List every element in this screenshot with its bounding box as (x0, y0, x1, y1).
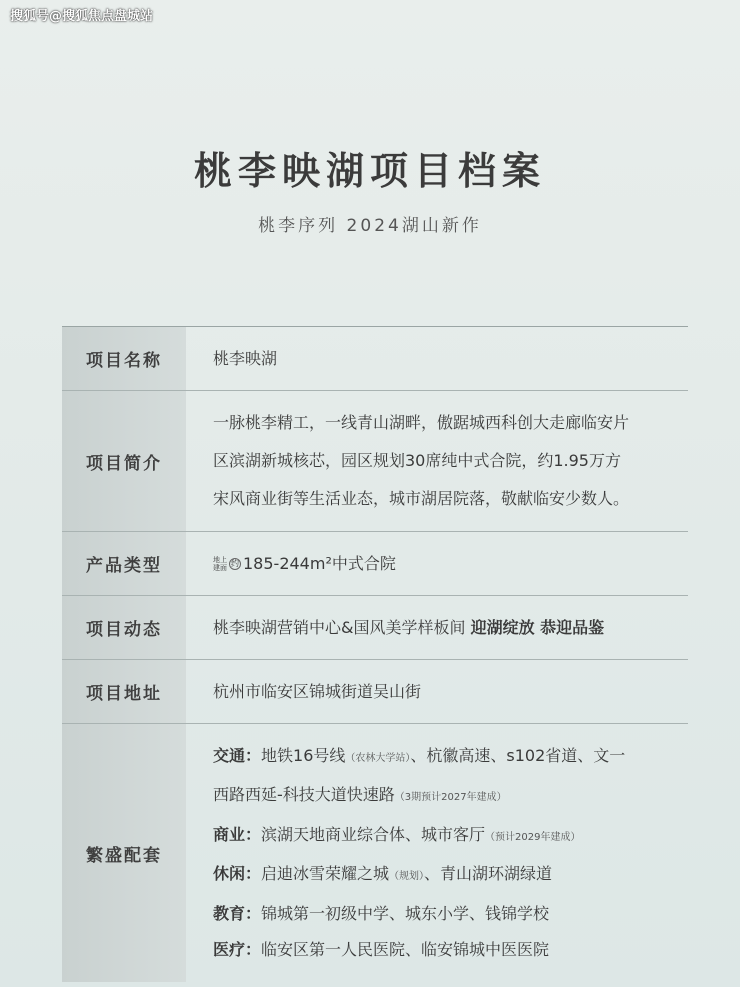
label-product-type: 产品类型 (62, 532, 186, 595)
label-facilities: 繁盛配套 (62, 724, 186, 982)
label-project-name: 项目名称 (62, 327, 186, 390)
value-product-type (188, 532, 688, 595)
address-text: 杭州市临安区锦城街道吴山街 (213, 681, 422, 701)
label-project-address: 项目地址 (62, 660, 186, 723)
news-highlight: 迎湖绽放 恭迎品鉴 (470, 617, 605, 637)
page-title: 桃李映湖项目档案 (193, 148, 546, 193)
value-facilities (188, 724, 688, 982)
value-project-intro (188, 391, 688, 531)
facility-traffic-cont: 西路西延-科技大道快速路（3期预计2027年建成） (213, 785, 507, 804)
row-project-name (62, 327, 688, 391)
facility-education: 教育：锦城第一初级中学、城东小学、钱锦学校 (213, 903, 550, 923)
row-project-address (62, 660, 688, 724)
label-project-news: 项目动态 (62, 596, 186, 659)
project-name-text: 桃李映湖 (213, 348, 278, 368)
facility-leisure: 休闲：启迪冰雪荣耀之城（规划）、青山湖环湖绿道 (213, 864, 553, 883)
value-project-news (188, 596, 688, 659)
intro-line: 宋风商业街等生活业态，城市湖居院落，敬献临安少数人。 (213, 489, 630, 508)
row-product-type (62, 532, 688, 596)
watermark-text: 搜狐号@搜狐焦点盘城站 (10, 9, 154, 24)
intro-line: 一脉桃李精工，一线青山湖畔，傲踞城西科创大走廊临安片 (213, 413, 630, 432)
facility-traffic: 交通：地铁16号线（农林大学站）、杭徽高速、s102省道、文一 (213, 745, 626, 765)
intro-line: 区滨湖新城核芯，园区规划30席纯中式合院，约1.95万方 (213, 451, 621, 470)
news-text: 桃李映湖营销中心&国风美学样板间 (213, 617, 471, 637)
project-info-table (62, 326, 688, 982)
product-type-text: 185-244m²中式合院 (243, 553, 396, 573)
row-project-news (62, 596, 688, 660)
row-facilities (62, 724, 688, 982)
facility-commerce: 商业：滨湖天地商业综合体、城市客厅（预计2029年建成） (213, 824, 581, 844)
value-project-name (188, 327, 688, 390)
facility-medical: 医疗：临安区第一人民医院、临安锦城中医医院 (213, 940, 550, 959)
page-subtitle: 桃李序列 2024湖山新作 (258, 216, 482, 236)
label-project-intro: 项目简介 (62, 391, 186, 531)
row-project-intro (62, 391, 688, 532)
approx-circle-icon: 约 (231, 559, 239, 568)
area-prefix: 地上 建面 (213, 556, 227, 572)
value-project-address (188, 660, 688, 723)
